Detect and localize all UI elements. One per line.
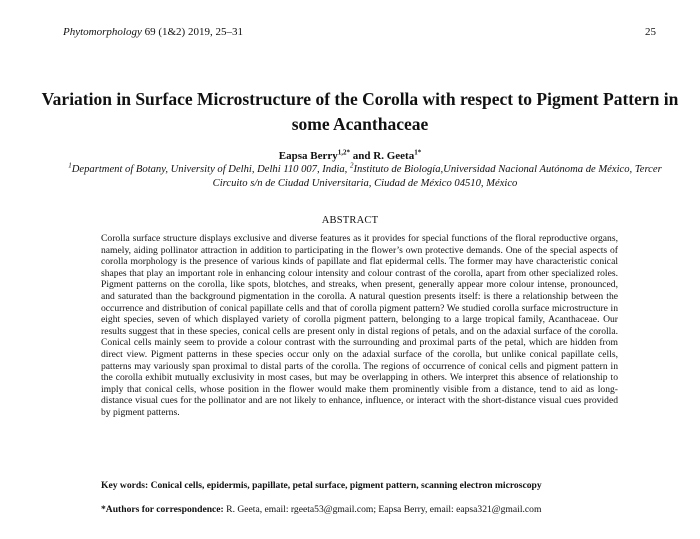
journal-name: Phytomorphology (63, 26, 142, 38)
journal-citation: 69 (1&2) 2019, 25–31 (141, 26, 243, 38)
author-line (0, 150, 700, 162)
author-2: R. Geeta (373, 150, 415, 162)
keywords-label: Key words: (101, 480, 151, 491)
correspondence-line (101, 504, 621, 515)
author-2-affiliation-mark: 1* (414, 148, 422, 157)
affiliation-mark-2: 2 (349, 161, 354, 170)
abstract-heading: ABSTRACT (321, 215, 379, 226)
affiliations (50, 163, 680, 191)
running-head (63, 26, 243, 38)
correspondence-details: R. Geeta, email: rgeeta53@gmail.com; Eapsa Berry, email: eapsa321@gmail.com (223, 504, 542, 515)
author-1-affiliation-mark: 1,2* (337, 148, 351, 157)
author-conjunction: and (350, 150, 374, 162)
paper-title: Variation in Surface Microstructure of the Corolla with respect to Pigment Pattern in some Acanthaceae (41, 89, 679, 134)
affiliation-2: Instituto de Biología,Universidad Nacional Autónoma de México, Tercer Circuito s/n de Ciudad Universitaria, Ciudad de México 04510, México (212, 164, 662, 189)
page-number: 25 (645, 26, 656, 38)
author-1: Eapsa Berry (278, 150, 338, 162)
affiliation-1: Department of Botany, University of Delhi, Delhi 110 007, India, (71, 164, 350, 175)
keywords-list: Conical cells, epidermis, papillate, petal surface, pigment pattern, scanning electron microscopy (150, 480, 542, 491)
abstract-body: Corolla surface structure displays exclusive and diverse features as it provides for special functions of the floral reproductive organs, namely, aiding pollinator attraction in addition to participating in the flower’s own protective demands. One of the special aspects of corolla morphology is the presence of various kinds of papillate and flat epidermal cells. The former may have characteristic conical shapes that play an important role in enhancing colour intensity and colour contrast of the corolla, apart from other specialized roles. Pigment patterns on the corolla, like spots, blotches, and streaks, when present, generally appear more colour intense, pronounced, and saturated than the background pigmentation in the corolla. A natural question presents itself: is there a relationship between the occurrence and distribution of conical papillate cells and that of corolla pigment pattern? We studied corolla surface microstructure in eight species, seven of which displayed variety of corolla pigment pattern, belonging to a large tropical family, Acanthaceae. Our results suggest that in these species, conical cells are present only in distal regions of petals, and on the adaxial surface of the corolla. Conical cells mainly seem to provide a colour contrast with the surrounding and proximal parts of the petal, which are hidden from direct view. Pigment patterns in these species occur only on the adaxial surface of the corolla, but unlike conical papillate cells, patterns may variously span proximal to distal parts of the corolla. The regions of occurrence of conical cells and pigment pattern in the corolla exhibit mutually exclusivity in most cases, but may be overlapping in others. We interpret this absence of relationship to imply that conical cells, whose position in the flower would make them prominently visible from a distance, tend to aid as long-distance visual cues for the pollinator and are not likely to enhance, influence, or interact with the short-distance visual cues provided by pigment patterns. (101, 233, 618, 418)
correspondence-label: *Authors for correspondence: (101, 504, 224, 515)
keywords-line (101, 480, 621, 491)
affiliation-mark-1: 1 (68, 161, 72, 170)
